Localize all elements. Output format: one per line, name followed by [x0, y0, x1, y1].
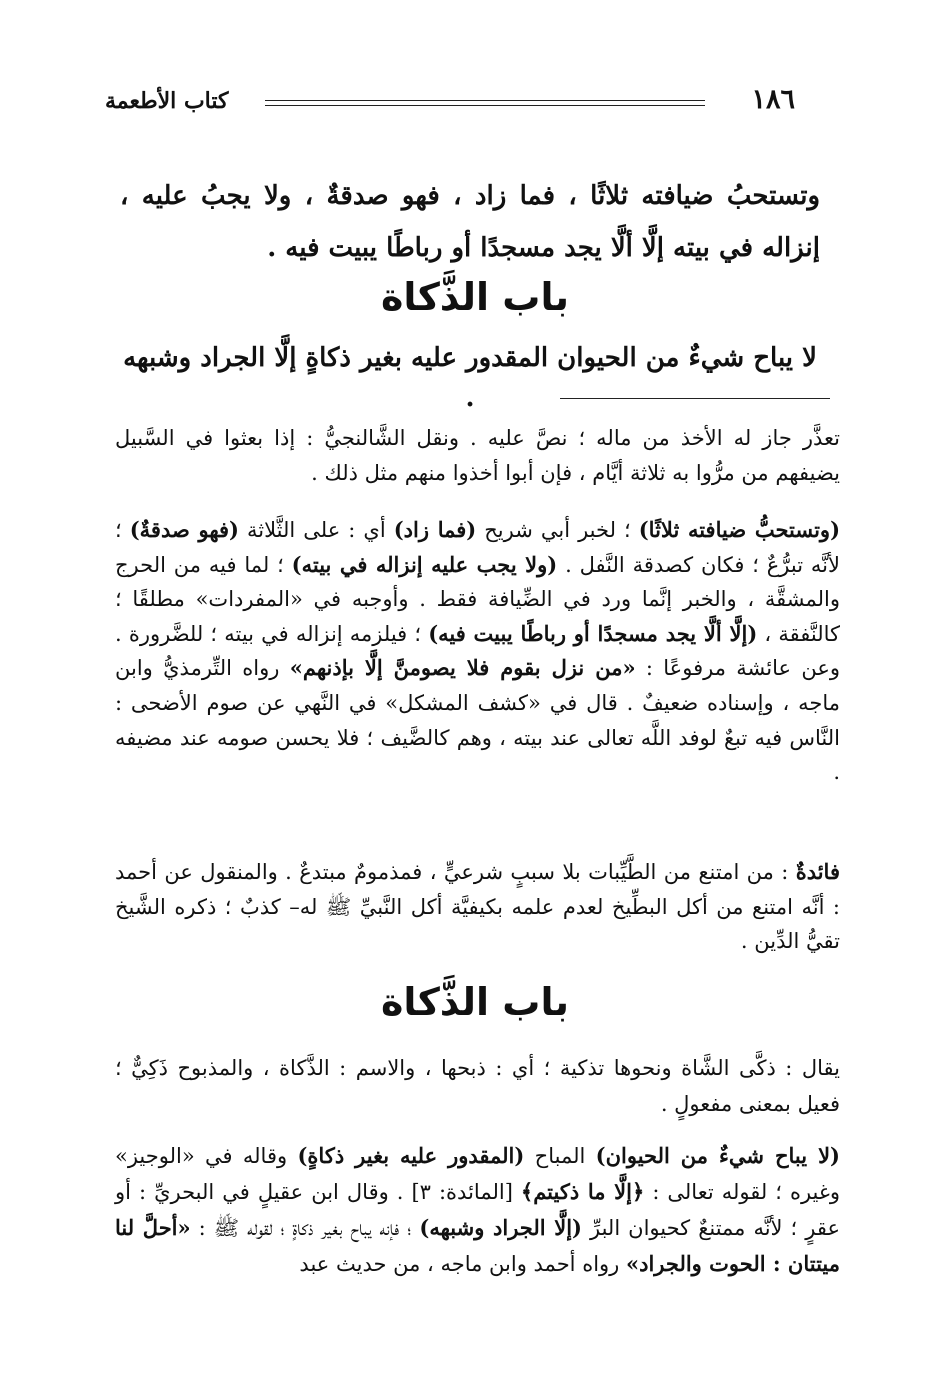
commentary-text: رواه التِّرمذيُّ وابن ماجه ، وإسناده ضعيفٌ . قال في «كشف المشكل» في النَّهي عن صوم الأضحى : النَّاس فيه تبعٌ لوفد اللَّه تعالى عند بيته ، وهم كالضَّيف ؛ فلا يحسن صومه عند مضيفه .	[115, 656, 840, 785]
chapter-heading: باب الذَّكاة	[381, 980, 569, 1024]
quoted-matn: (إلَّا ألَّا يجد مسجدًا أو رباطًا يبيت فيه)	[428, 620, 758, 646]
hadith-quote: «من نزل بقوم فلا يصومنَّ إلَّا بإذنهم»	[289, 655, 636, 681]
quran-quote: ﴿إلَّا ما ذكيتم﴾	[520, 1179, 645, 1204]
commentary-text: تعذَّر جاز له الأخذ من ماله ؛ نصَّ عليه . ونقل الشَّالنجيُّ : إذا بعثوا في السَّبيل يضيفهم من مرُّوا به ثلاثة أيَّام ، فإن أبوا أخذوا منهم مثل ذلك .	[115, 426, 840, 485]
commentary-paragraph	[115, 421, 840, 490]
commentary-text: رواه أحمد وابن ماجه ، من حديث عبد	[299, 1252, 626, 1276]
quoted-matn: (وتستحبُّ ضيافته ثلاثًا)	[638, 517, 841, 542]
quoted-matn: (فهو صدقةٌ)	[129, 517, 239, 542]
commentary-text: المباح	[524, 1144, 596, 1168]
commentary-text: وقاله في «الوجيز» وغيره ؛ لقوله تعالى :	[115, 1144, 840, 1204]
matn-text: وتستحبُ ضيافته ثلاثًا ، فما زاد ، فهو صدقةٌ ، ولا يجبُ عليه ، إنزاله في بيته إلَّا ألَّا يجد مسجدًا أو رباطًا يبيت فيه .	[120, 181, 820, 263]
commentary-paragraph	[115, 855, 840, 959]
commentary-paragraph	[115, 1138, 840, 1282]
commentary-text: يقال : ذكَّى الشَّاة ونحوها تذكية ؛ أي : ذبحها ، والاسم : الذَّكاة ، والمذبوح ذَكِيٌّ ؛ فعيل بمعنى مفعولٍ .	[115, 1056, 840, 1116]
quoted-matn: (لا يباح شيءٌ من الحيوان)	[595, 1143, 840, 1168]
matn-statement: لا يباح شيءٌ من الحيوان المقدور عليه بغير ذكاةٍ إلَّا الجراد وشبهه .	[123, 343, 817, 413]
commentary-text: ؛ فإنه يباح بغير ذكاةٍ ؛ لقوله ﷺ :	[190, 1216, 420, 1240]
commentary-text: : من امتنع من الطَّيِّبات بلا سببٍ شرعيٍّ ، فمذمومٌ مبتدعٌ . والمنقول عن أحمد : أنَّه امتنع من أكل البطِّيخ لعدم علمه بكيفيَّة أكل النَّبيِّ ﷺ له– كذبٌ ؛ ذكره الشَّيخ تقيُّ الدِّين .	[115, 860, 840, 954]
commentary-paragraph	[115, 1050, 840, 1122]
commentary-text: [المائدة: ٣] . وقال ابن عقيلٍ في البحريِّ : أو عقرٍ ؛ لأنَّه ممتنعٌ كحيوان البرِّ	[115, 1180, 840, 1240]
page-header	[95, 86, 795, 126]
quoted-matn: (المقدور عليه بغير ذكاةٍ)	[297, 1143, 525, 1168]
commentary-text: ؛ لخبر أبي شريح	[476, 518, 639, 542]
chapter-heading: باب الذَّكاة	[381, 275, 569, 319]
commentary-text: أي : على الثَّلاثة	[239, 518, 394, 542]
hadith-quote: «أحلَّ لنا ميتتان : الحوت والجراد»	[115, 1215, 840, 1276]
commentary-text: ؛ فيلزمه إنزاله في بيته ؛ للضَّرورة . وعن عائشة مرفوعًا :	[115, 621, 840, 681]
commentary-text: ؛ لما فيه من الحرج والمشقَّة ، والخبر إنَّما ورد في الضِّيافة فقط . وأوجبه في «المفردات» مطلقًا ؛ كالنَّفقة ،	[115, 552, 840, 646]
commentary-paragraph	[115, 513, 840, 790]
book-title: كتاب الأطعمة	[105, 88, 229, 114]
quoted-matn: (فما زاد)	[393, 517, 477, 542]
note-label: فائدةٌ	[795, 859, 840, 884]
page-number: ١٨٦	[751, 84, 795, 115]
commentary-separator	[560, 398, 830, 399]
quoted-matn: (إلَّا الجراد وشبهه)	[419, 1215, 582, 1240]
header-rule-bottom	[265, 105, 705, 106]
commentary-text: ؛ لأنَّه تبرُّعٌ ؛ فكان كصدقة النَّفل .	[115, 518, 840, 577]
quoted-matn: (ولا يجب عليه إنزاله في بيته)	[291, 551, 558, 577]
header-rule-top	[265, 100, 705, 101]
